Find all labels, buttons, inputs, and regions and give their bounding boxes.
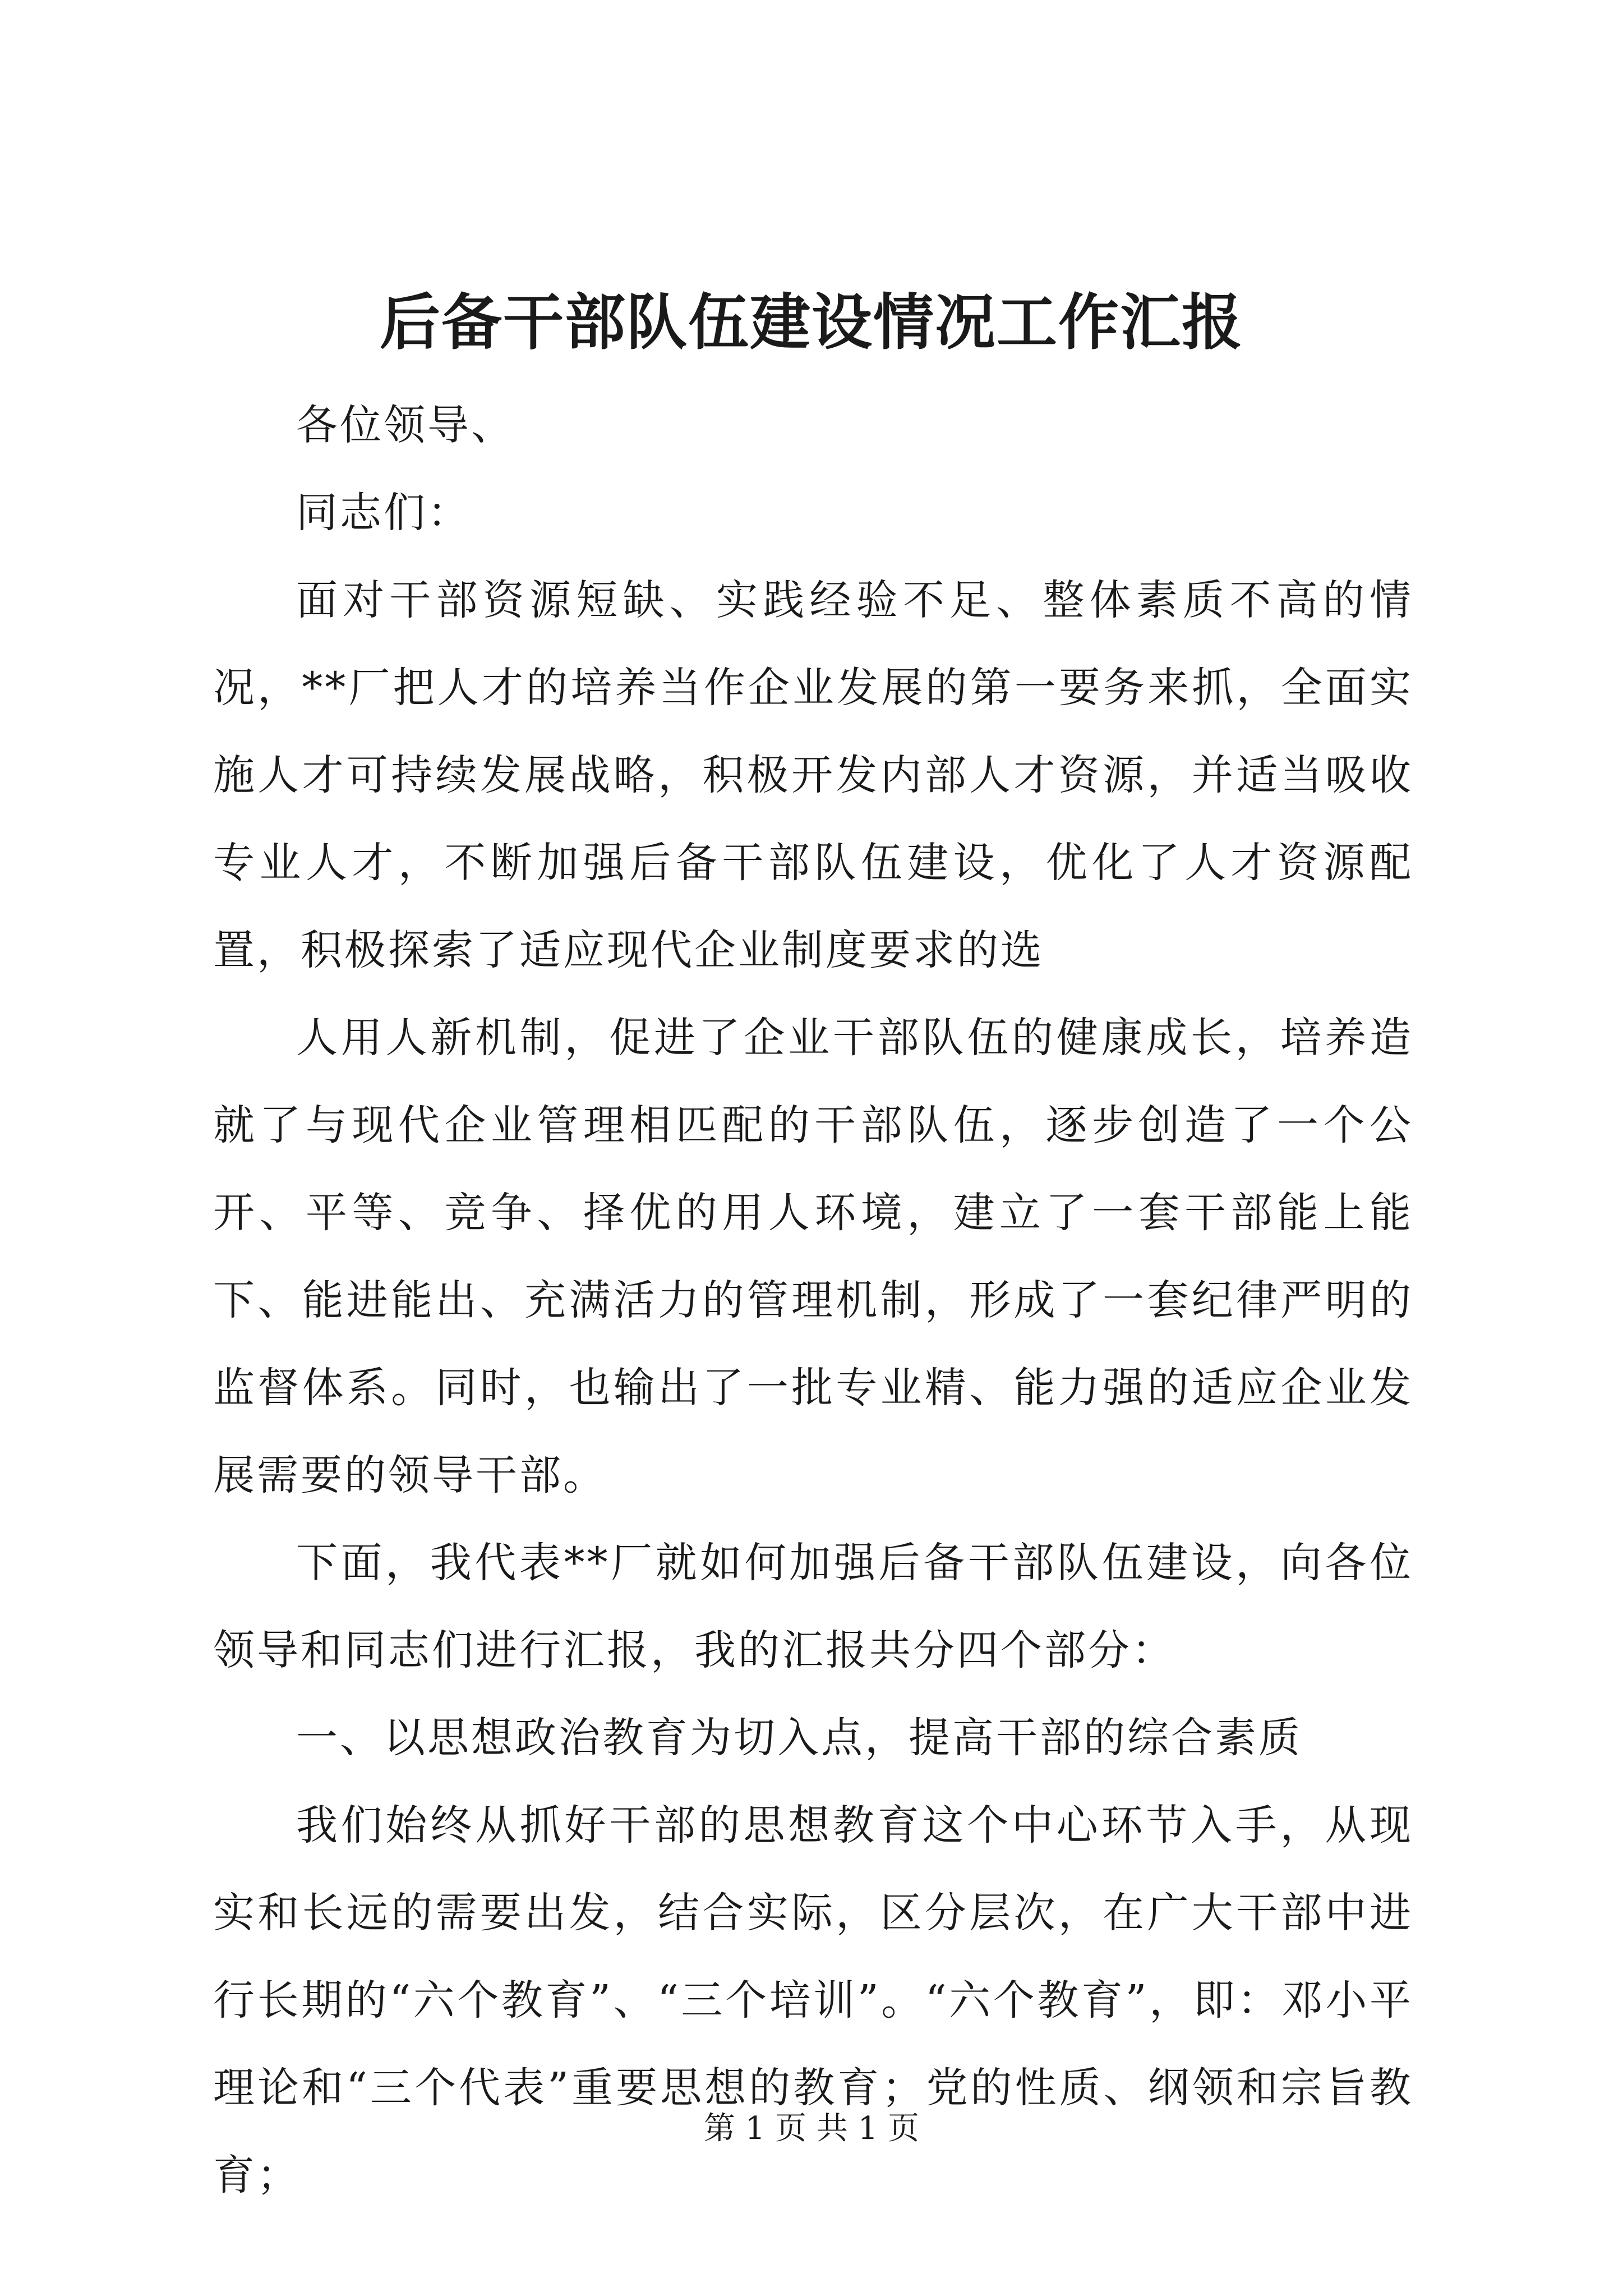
document-body <box>213 381 1413 2219</box>
salutation-line-1: 各位领导、 <box>296 401 515 449</box>
salutation-line-2: 同志们： <box>296 489 471 537</box>
document-title: 后备干部队伍建设情况工作汇报 <box>379 287 1243 358</box>
section-heading: 一、以思想政治教育为切入点，提高干部的综合素质 <box>296 1714 1302 1762</box>
body-paragraph: 人用人新机制，促进了企业干部队伍的健康成长，培养造就了与现代企业管理相匹配的干部队伍，逐步创造了一个公开、平等、竞争、择优的用人环境，建立了一套干部能上能下、能进能出、充满活力的管理机制，形成了一套纪律严明的监督体系。同时，也输出了一批专业精、能力强的适应企业发展需要的领导干部。 <box>213 1014 1413 1499</box>
body-paragraph: 下面，我代表**厂就如何加强后备干部队伍建设，向各位领导和同志们进行汇报，我的汇报共分四个部分： <box>213 1539 1413 1674</box>
page-number-footer: 第 1 页 共 1 页 <box>703 2110 920 2147</box>
body-paragraph: 我们始终从抓好干部的思想教育这个中心环节入手，从现实和长远的需要出发，结合实际，区分层次，在广大干部中进行长期的“六个教育”、“三个培训”。“六个教育”，即：邓小平理论和“三个代表”重要思想的教育；党的性质、纲领和宗旨教育； <box>213 1801 1413 2200</box>
body-paragraph: 面对干部资源短缺、实践经验不足、整体素质不高的情况，**厂把人才的培养当作企业发展的第一要务来抓，全面实施人才可持续发展战略，积极开发内部人才资源，并适当吸收专业人才，不断加强后备干部队伍建设，优化了人才资源配置，积极探索了适应现代企业制度要求的选 <box>213 576 1413 974</box>
